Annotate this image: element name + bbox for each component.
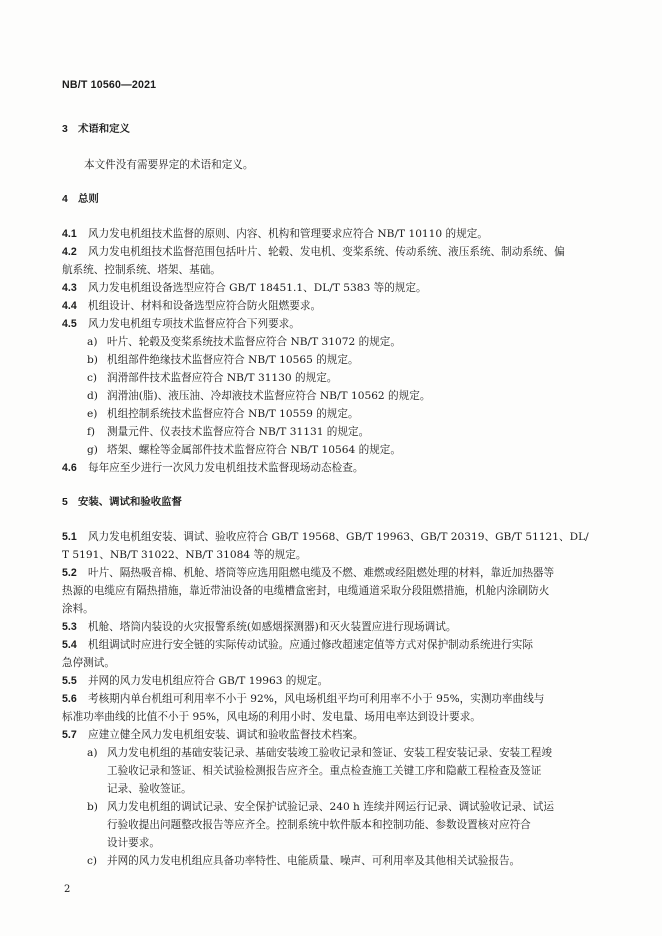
clause-4-3 <box>62 281 427 295</box>
section-5-title: 安装、调试和验收监督 <box>78 496 182 508</box>
list-label: c) <box>87 372 98 384</box>
clause-text: 叶片、隔热吸音棉、机舱、塔筒等应选用阻燃电缆及不燃、难燃或经阻燃处理的材料，靠近加热器等 <box>88 567 555 579</box>
list-item-5-7-a-cont-2: 记录、验收签证。 <box>107 783 192 795</box>
section-3-heading <box>62 122 130 137</box>
clause-number: 5.5 <box>62 675 77 687</box>
clause-text: 每年应至少进行一次风力发电机组技术监督现场动态检查。 <box>88 462 364 474</box>
clause-4-4 <box>62 299 321 313</box>
clause-number: 5.2 <box>62 567 77 579</box>
clause-number: 4.2 <box>62 246 77 258</box>
section-3-text: 本文件没有需要界定的术语和定义。 <box>84 159 254 171</box>
list-label: b) <box>87 801 98 813</box>
clause-number: 4.5 <box>62 318 77 330</box>
clause-4-1 <box>62 227 488 241</box>
clause-5-6 <box>62 692 544 706</box>
section-5-number: 5 <box>62 497 68 508</box>
clause-5-1-cont: T 5191、NB/T 31022、NB/T 31084 等的规定。 <box>62 549 307 561</box>
clause-text: 风力发电机组安装、调试、验收应符合 GB/T 19568、GB/T 19963、GB/T 20319、GB/T 51121、DL/ <box>88 531 589 543</box>
section-3-number: 3 <box>62 124 68 135</box>
list-item-5-7-a-cont-1: 工验收记录和签证、相关试验检测报告应齐全。重点检查施工关键工序和隐蔽工程检查及签证 <box>107 765 542 777</box>
clause-text: 风力发电机组技术监督的原则、内容、机构和管理要求应符合 NB/T 10110 的规定。 <box>88 228 488 240</box>
list-item-5-7-b <box>87 800 554 814</box>
list-text: 叶片、轮毂及变桨系统技术监督应符合 NB/T 31072 的规定。 <box>107 336 401 348</box>
standard-number-header: NB/T 10560—2021 <box>62 79 157 91</box>
clause-text: 机组设计、材料和设备选型应符合防火阻燃要求。 <box>88 300 322 312</box>
list-label: a) <box>87 747 98 759</box>
list-text: 机组部件绝缘技术监督应符合 NB/T 10565 的规定。 <box>107 354 359 366</box>
clause-number: 5.1 <box>62 531 77 543</box>
list-label: a) <box>87 336 98 348</box>
section-4-heading <box>62 192 99 207</box>
list-text: 机组控制系统技术监督应符合 NB/T 10559 的规定。 <box>107 408 359 420</box>
list-item-5-7-a <box>87 746 552 760</box>
clause-text: 并网的风力发电机组应符合 GB/T 19963 的规定。 <box>88 675 329 687</box>
list-text: 润滑油(脂)、液压油、冷却液技术监督应符合 NB/T 10562 的规定。 <box>107 390 431 402</box>
clause-5-2-cont-2: 涂料。 <box>62 603 94 615</box>
list-text: 风力发电机组的基础安装记录、基础安装竣工验收记录和签证、安装工程安装记录、安装工程竣 <box>107 747 552 759</box>
clause-5-4-cont: 急停测试。 <box>62 657 115 669</box>
list-label: c) <box>87 855 98 867</box>
list-label: f) <box>87 426 96 438</box>
clause-text: 应建立健全风力发电机组安装、调试和验收监督技术档案。 <box>88 729 364 741</box>
list-text: 测量元件、仪表技术监督应符合 NB/T 31131 的规定。 <box>107 426 370 438</box>
clause-5-2 <box>62 566 554 580</box>
clause-number: 4.3 <box>62 282 77 294</box>
section-3-title: 术语和定义 <box>78 123 130 135</box>
list-label: g) <box>87 444 98 456</box>
page-number: 2 <box>64 884 71 895</box>
clause-5-2-cont-1: 热源的电缆应有隔热措施，靠近带油设备的电缆槽盒密封，电缆通道采取分段阻燃措施，机舱内涂刷防火 <box>62 585 550 597</box>
clause-4-5 <box>62 317 300 331</box>
clause-text: 风力发电机组技术监督范围包括叶片、轮毂、发电机、变桨系统、传动系统、液压系统、制动系统、偏 <box>88 246 565 258</box>
clause-5-6-cont: 标准功率曲线的比值不小于 95%，风电场的利用小时、发电量、场用电率达到设计要求。 <box>62 711 481 723</box>
list-item-5-7-b-cont-1: 行验收提出问题整改报告等应齐全。控制系统中软件版本和控制功能、参数设置核对应符合 <box>107 819 531 831</box>
clause-text: 风力发电机组专项技术监督应符合下列要求。 <box>88 318 300 330</box>
list-item-4-5-g <box>87 443 401 457</box>
clause-5-5 <box>62 674 328 688</box>
list-item-5-7-c <box>87 854 520 868</box>
list-label: d) <box>87 390 98 402</box>
clause-text: 考核期内单台机组可利用率不小于 92%，风电场机组平均可利用率不小于 95%，实测功率曲线与 <box>88 693 545 705</box>
clause-5-3 <box>62 620 456 634</box>
clause-number: 5.6 <box>62 693 77 705</box>
clause-5-1 <box>62 530 589 544</box>
clause-text: 机舱、塔筒内装设的火灾报警系统(如感烟探测器)和灭火装置应进行现场调试。 <box>88 621 457 633</box>
list-text: 塔架、螺栓等金属部件技术监督应符合 NB/T 10564 的规定。 <box>107 444 401 456</box>
list-text: 并网的风力发电机组应具备功率特性、电能质量、噪声、可利用率及其他相关试验报告。 <box>107 855 521 867</box>
clause-number: 4.6 <box>62 462 77 474</box>
clause-number: 5.4 <box>62 639 77 651</box>
list-item-4-5-e <box>87 407 359 421</box>
section-4-title: 总则 <box>78 193 99 205</box>
clause-text: 机组调试时应进行安全链的实际传动试验。应通过修改超速定值等方式对保护制动系统进行实际 <box>88 639 533 651</box>
list-label: e) <box>87 408 98 420</box>
clause-4-6 <box>62 461 363 475</box>
clause-number: 4.4 <box>62 300 77 312</box>
clause-4-2-cont: 航系统、控制系统、塔架、基础。 <box>62 264 221 276</box>
section-5-heading <box>62 495 182 510</box>
clause-number: 4.1 <box>62 228 77 240</box>
list-item-4-5-f <box>87 425 369 439</box>
list-item-5-7-b-cont-2: 设计要求。 <box>107 837 160 849</box>
clause-text: 风力发电机组设备选型应符合 GB/T 18451.1、DL/T 5383 等的规定。 <box>88 282 427 294</box>
clause-number: 5.3 <box>62 621 77 633</box>
section-4-number: 4 <box>62 194 68 205</box>
list-item-4-5-a <box>87 335 401 349</box>
clause-5-4 <box>62 638 533 652</box>
list-text: 风力发电机组的调试记录、安全保护试验记录、240 h 连续并网运行记录、调试验收记录、试运 <box>107 801 554 813</box>
clause-number: 5.7 <box>62 729 77 741</box>
list-text: 润滑部件技术监督应符合 NB/T 31130 的规定。 <box>107 372 338 384</box>
list-item-4-5-b <box>87 353 359 367</box>
clause-4-2 <box>62 245 565 259</box>
list-item-4-5-d <box>87 389 430 403</box>
list-item-4-5-c <box>87 371 337 385</box>
clause-5-7 <box>62 728 363 742</box>
list-label: b) <box>87 354 98 366</box>
